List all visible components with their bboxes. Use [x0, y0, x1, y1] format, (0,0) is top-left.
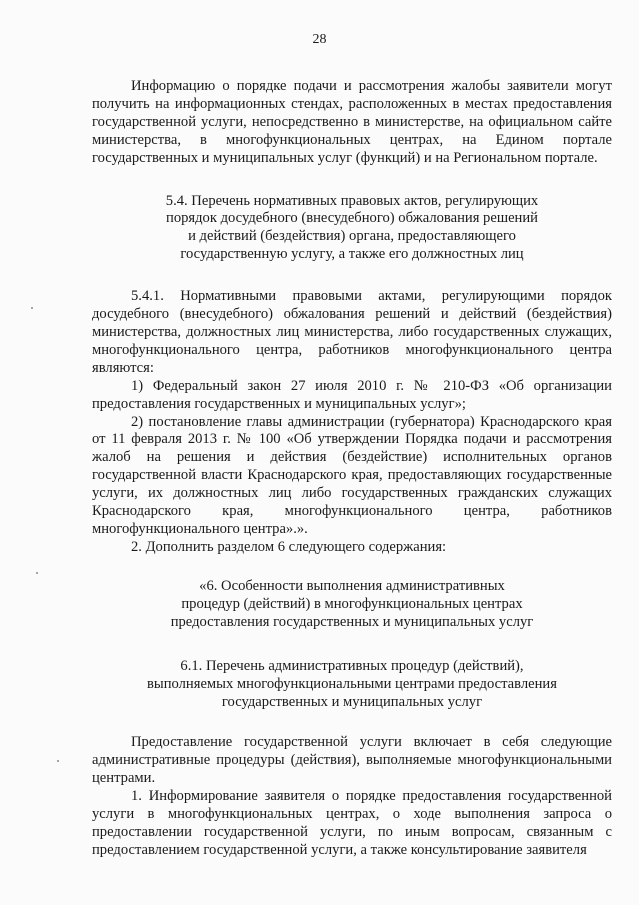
heading-5-4 — [92, 193, 612, 265]
heading-6-1-line: 6.1. Перечень административных процедур (действий), — [180, 658, 524, 675]
paragraph-informing: 1. Информирование заявителя о порядке предоставления государственной услуги в многофункциональных центрах, о ходе выполнения запроса о предоставлении государственной услуги, по иным вопросам, связанным с предоставлением государственной услуги, а также консультирование заявителя — [92, 787, 612, 858]
paragraph-supplement: 2. Дополнить разделом 6 следующего содержания: — [131, 538, 447, 555]
scan-speck — [57, 760, 59, 762]
heading-6-1-line: выполняемых многофункциональными центрами предоставления — [147, 676, 557, 693]
heading-6-1-line: государственных и муниципальных услуг — [221, 694, 483, 711]
heading-6-line: процедур (действий) в многофункциональных центрах — [181, 595, 523, 612]
heading-6-1 — [92, 658, 612, 712]
heading-5-4-line: 5.4. Перечень нормативных правовых актов, регулирующих — [165, 192, 539, 209]
document-body — [92, 78, 612, 860]
scan-speck — [36, 572, 38, 574]
paragraph-procedures: Предоставление государственной услуги включает в себя следующие административные процедуры (действия), выполняемые многофункциональными центрами. — [92, 734, 612, 786]
paragraph-5-4-1: 5.4.1. Нормативными правовыми актами, регулирующими порядок досудебного (внесудебного) обжалования решений и действий (бездействия) министерства, должностных лиц министерства, либо государственных служащих, многофункционального центра, работников многофункционального центра являются: — [92, 288, 612, 376]
paragraph-complaint-info: Информацию о порядке подачи и рассмотрения жалобы заявители могут получить на информационных стендах, расположенных в местах предоставления государственной услуги, непосредственно в министерстве, на официальном сайте министерства, в многофункциональных центрах, на Едином портале государственных и муниципальных услуг (функций) и на Региональном портале. — [92, 78, 612, 166]
heading-5-4-line: и действий (бездействия) органа, предоставляющего — [188, 228, 516, 245]
heading-5-4-line: порядок досудебного (внесудебного) обжалования решений — [166, 210, 538, 227]
scan-speck — [31, 307, 33, 309]
heading-6-line: «6. Особенности выполнения административных — [199, 577, 505, 594]
heading-6-line: предоставления государственных и муниципальных услуг — [170, 613, 534, 630]
heading-6 — [92, 578, 612, 632]
heading-5-4-line: государственную услугу, а также его должностных лиц — [180, 246, 524, 263]
list-item-federal-law: 1) Федеральный закон 27 июля 2010 г. № 210-ФЗ «Об организации предоставления государственных и муниципальных услуг»; — [92, 377, 612, 412]
page-number: 28 — [312, 32, 327, 47]
list-item-resolution: 2) постановление главы администрации (губернатора) Краснодарского края от 11 февраля 2013 г. № 100 «Об утверждении Порядка подачи и рассмотрения жалоб на решения и действия (бездействие) исполнительных органов государственной власти Краснодарского края, предоставляющих государственные услуги, их должностных лиц либо государственных гражданских служащих Краснодарского края, многофункционального центра, работников многофункционального центра».». — [92, 413, 612, 537]
